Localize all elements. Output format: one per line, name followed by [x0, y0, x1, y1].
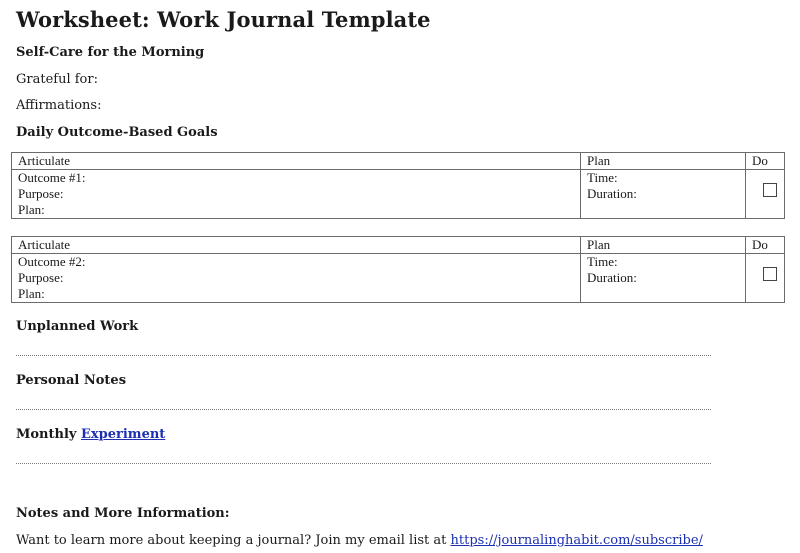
plan-label: Plan: — [18, 286, 45, 301]
do-checkbox-1[interactable] — [763, 183, 777, 197]
affirmations-label: Affirmations: — [16, 98, 102, 113]
grateful-label: Grateful for: — [16, 72, 98, 87]
footer-text — [16, 533, 703, 548]
outcome-label: Outcome #1: — [18, 170, 86, 185]
col-plan: Plan — [581, 237, 746, 254]
do-cell — [746, 254, 785, 303]
notes-heading: Notes and More Information: — [16, 506, 230, 521]
morning-heading: Self-Care for the Morning — [16, 45, 205, 60]
plan-cell — [581, 170, 746, 219]
goal-table-1 — [11, 152, 785, 219]
experiment-link[interactable]: Experiment — [81, 427, 166, 442]
goal-table-row — [12, 170, 785, 219]
unplanned-line — [16, 355, 711, 356]
col-plan: Plan — [581, 153, 746, 170]
outcome-label: Outcome #2: — [18, 254, 86, 269]
plan-cell — [581, 254, 746, 303]
do-checkbox-2[interactable] — [763, 267, 777, 281]
col-articulate: Articulate — [12, 237, 581, 254]
page-title: Worksheet: Work Journal Template — [16, 7, 431, 32]
goal-table-row — [12, 254, 785, 303]
personal-heading: Personal Notes — [16, 373, 127, 388]
duration-label: Duration: — [587, 186, 637, 201]
articulate-cell — [12, 170, 581, 219]
monthly-heading — [16, 427, 165, 442]
goal-table-header — [12, 237, 785, 254]
articulate-cell — [12, 254, 581, 303]
unplanned-heading: Unplanned Work — [16, 319, 139, 334]
duration-label: Duration: — [587, 270, 637, 285]
time-label: Time: — [587, 170, 618, 185]
footer-sentence: Want to learn more about keeping a journal? Join my email list at — [16, 533, 447, 548]
time-label: Time: — [587, 254, 618, 269]
col-do: Do — [746, 153, 785, 170]
goals-heading: Daily Outcome-Based Goals — [16, 125, 218, 140]
col-do: Do — [746, 237, 785, 254]
monthly-line — [16, 463, 711, 464]
do-cell — [746, 170, 785, 219]
col-articulate: Articulate — [12, 153, 581, 170]
goal-table-2 — [11, 236, 785, 303]
goal-table-header — [12, 153, 785, 170]
personal-line — [16, 409, 711, 410]
purpose-label: Purpose: — [18, 270, 64, 285]
purpose-label: Purpose: — [18, 186, 64, 201]
monthly-label: Monthly — [16, 427, 77, 442]
subscribe-link[interactable]: https://journalinghabit.com/subscribe/ — [450, 533, 703, 548]
plan-label: Plan: — [18, 202, 45, 217]
